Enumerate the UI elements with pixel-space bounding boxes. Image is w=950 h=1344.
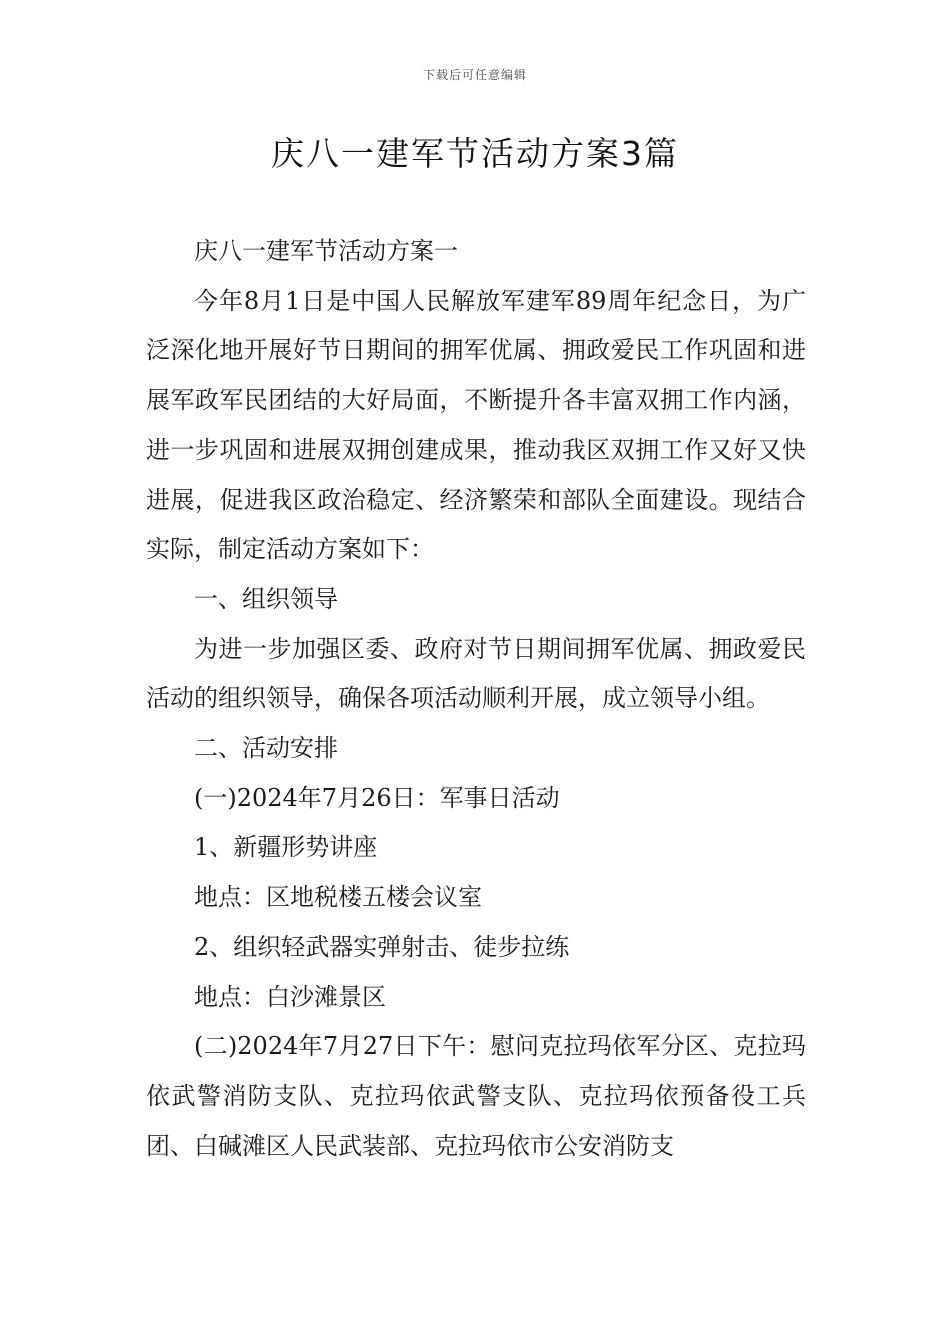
section-heading-organization: 一、组织领导	[194, 584, 338, 613]
document-title: 庆八一建军节活动方案3篇	[271, 134, 679, 173]
paragraph-item-1: (一)2024年7月26日：军事日活动	[194, 783, 560, 812]
section-heading-arrangement: 二、活动安排	[194, 734, 338, 763]
paragraph-organization: 为进一步加强区委、政府对节日期间拥军优属、拥政爱民活动的组织领导，确保各项活动顺利开展，成立领导小组。	[146, 634, 806, 713]
paragraph-item-1-1: 1、新疆形势讲座	[194, 833, 378, 862]
paragraph-location-1: 地点：区地税楼五楼会议室	[194, 883, 482, 912]
paragraph-location-2: 地点：白沙滩景区	[194, 982, 386, 1011]
paragraph-item-2: (二)2024年7月27日下午：慰问克拉玛依军分区、克拉玛依武警消防支队、克拉玛依武警支队、克拉玛依预备役工兵团、白碱滩区人民武装部、克拉玛依市公安消防支	[146, 1032, 806, 1160]
paragraph-item-1-2: 2、组织轻武器实弹射击、徒步拉练	[194, 932, 570, 961]
paragraph-subtitle: 庆八一建军节活动方案一	[194, 237, 458, 265]
header-note: 下载后可任意编辑	[422, 68, 527, 82]
document-body	[146, 227, 806, 1171]
paragraph-intro: 今年8月1日是中国人民解放军建军89周年纪念日，为广泛深化地开展好节日期间的拥军优属、拥政爱民工作巩固和进展军政军民团结的大好局面，不断提升各丰富双拥工作内涵，进一步巩固和进展双拥创建成果，推动我区双拥工作又好又快进展，促进我区政治稳定、经济繁荣和部队全面建设。现结合实际，制定活动方案如下：	[146, 286, 806, 564]
